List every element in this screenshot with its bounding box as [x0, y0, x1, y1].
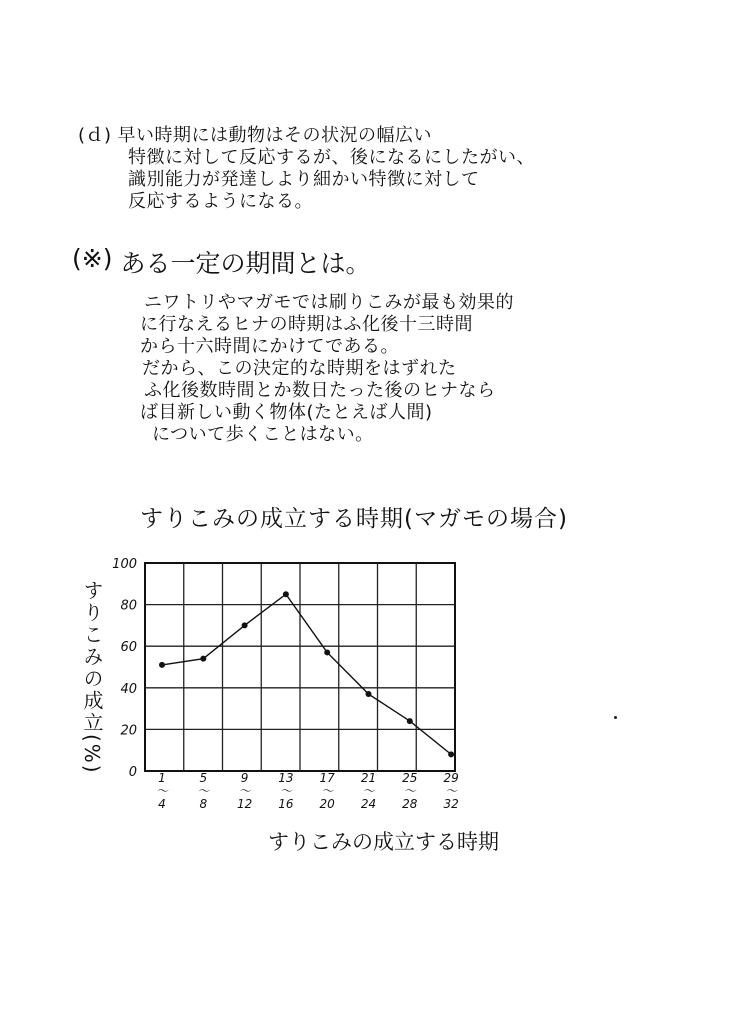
note-label: (ｄ): [78, 125, 112, 146]
x-tick-label: 32: [443, 797, 459, 811]
paragraph-line-3: から十六時間にかけてである。: [140, 336, 399, 357]
x-tick-label: 〜: [155, 784, 169, 798]
section-label: (※): [72, 244, 113, 273]
data-point: [448, 751, 454, 757]
data-point: [324, 649, 330, 655]
x-tick-label: 13: [278, 771, 294, 785]
x-tick-label: 〜: [238, 784, 251, 798]
x-tick-label: 5: [199, 771, 208, 785]
x-tick-label: 16: [278, 797, 294, 811]
x-tick-label: 〜: [279, 784, 292, 798]
x-tick-label: 〜: [362, 784, 375, 798]
x-tick-label: 29: [443, 771, 459, 785]
x-tick-label: 17: [319, 771, 335, 785]
y-tick-label: 0: [128, 765, 137, 780]
x-tick-label: 24: [360, 797, 377, 811]
paragraph-line-2: に行なえるヒナの時期はふ化後十三時間: [140, 314, 473, 335]
chart-y-axis-label: すりこみの成立(%): [80, 580, 104, 775]
x-tick-label: 12: [236, 797, 253, 811]
x-tick-label: 20: [319, 797, 335, 811]
x-tick-label: 〜: [321, 784, 334, 798]
series-line: [162, 594, 451, 754]
x-tick-label: 21: [360, 771, 377, 785]
y-tick-label: 100: [112, 557, 137, 572]
paragraph-line-5: ふ化後数時間とか数日たった後のヒナなら: [144, 380, 496, 401]
x-tick-label: 〜: [403, 784, 416, 798]
data-point: [407, 718, 413, 724]
paragraph-line-6: ば目新しい動く物体(たとえば人間): [140, 402, 433, 423]
y-tick-label: 40: [120, 681, 137, 697]
paragraph-line-1: ニワトリやマガモでは刷りこみが最も効果的: [144, 292, 514, 313]
note-text-1: 早い時期には動物はその状況の幅広い: [117, 125, 433, 146]
y-tick-label: 60: [120, 640, 137, 656]
data-point: [242, 622, 248, 628]
data-point: [200, 656, 206, 662]
x-tick-label: 8: [199, 797, 208, 811]
data-point: [159, 662, 165, 668]
y-tick-label: 80: [120, 598, 137, 614]
chart-title: すりこみの成立する時期(マガモの場合): [140, 506, 568, 532]
x-tick-label: 28: [402, 797, 418, 811]
y-tick-label: 20: [120, 723, 137, 739]
x-tick-label: 〜: [197, 784, 210, 798]
x-tick-label: 1: [158, 771, 166, 785]
note-text-4: 反応するようになる。: [128, 191, 313, 212]
x-tick-label: 4: [158, 797, 166, 811]
data-point: [283, 591, 289, 597]
stray-dot: [614, 716, 617, 719]
chart-x-axis-label: すりこみの成立する時期: [268, 830, 499, 854]
paragraph-line-7: について歩くことはない。: [152, 424, 374, 445]
section-title: ある一定の期間とは。: [120, 249, 371, 278]
note-text-3: 識別能力が発達しより細かい特徴に対して: [128, 169, 480, 190]
x-tick-label: 〜: [445, 784, 458, 798]
note-text-2: 特徴に対して反応するが、後になるにしたがい、: [128, 147, 535, 168]
x-tick-label: 9: [240, 771, 249, 785]
data-point: [366, 691, 372, 697]
paragraph-line-4: だから、この決定的な時期をはずれた: [142, 358, 457, 379]
x-tick-label: 25: [402, 771, 418, 785]
